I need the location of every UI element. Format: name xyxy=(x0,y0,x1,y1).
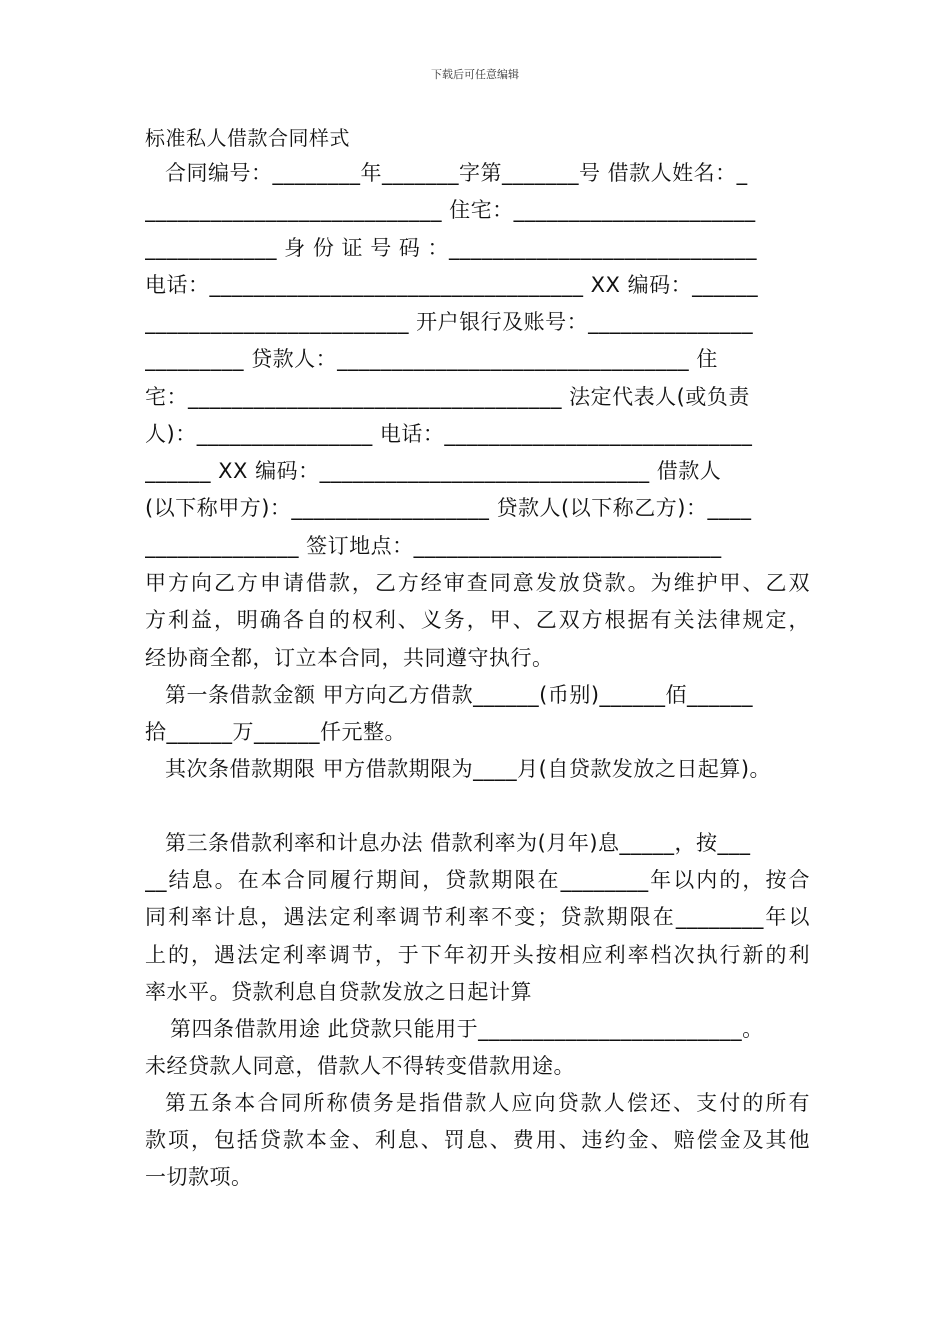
text-line: 电话：__________________________________ XX 编码：______ xyxy=(145,273,759,297)
text-line: _________ 贷款人：________________________________ 住 xyxy=(145,347,718,371)
header-note: 下载后可任意编辑 xyxy=(431,68,519,81)
text-line: ______________ 签订地点：____________________________ xyxy=(145,534,722,558)
document-title: 标准私人借款合同样式 xyxy=(145,126,350,150)
text-line: 合同编号：________年_______字第_______号 借款人姓名：_ xyxy=(165,161,748,185)
text-line: 款项，包括贷款本金、利息、罚息、费用、违约金、赔偿金及其他 xyxy=(145,1128,810,1152)
article-3: 第三条借款利率和计息办法 借款利率为(月年)息_____，按___ xyxy=(165,831,751,855)
text-line: 方利益，明确各自的权利、义务，甲、乙双方根据有关法律规定， xyxy=(145,608,810,632)
text-line: 上的，遇法定利率调节，于下年初开头按相应利率档次执行新的利 xyxy=(145,943,810,967)
text-line: 拾______万______仟元整。 xyxy=(145,720,406,744)
text-line: 经协商全都，订立本合同，共同遵守执行。 xyxy=(145,646,554,670)
article-1: 第一条借款金额 甲方向乙方借款______(币别)______佰______ xyxy=(165,683,754,707)
article-4: 第四条借款用途 此贷款只能用于________________________。 xyxy=(170,1017,764,1041)
article-2: 其次条借款期限 甲方借款期限为____月(自贷款发放之日起算)。 xyxy=(165,757,772,781)
text-line: 人)：________________ 电话：____________________________ xyxy=(145,422,753,446)
text-line: ____________ 身 份 证 号 码 ：____________________________ xyxy=(145,236,758,260)
text-line: ______ XX 编码：______________________________ 借款人 xyxy=(145,459,722,483)
text-line: (以下称甲方)：__________________ 贷款人(以下称乙方)：____ xyxy=(145,496,752,520)
article-5: 第五条本合同所称债务是指借款人应向贷款人偿还、支付的所有 xyxy=(165,1091,810,1115)
text-line: 一切款项。 xyxy=(145,1165,253,1189)
text-line: ________________________ 开户银行及账号：_______________ xyxy=(145,310,754,334)
text-line: 未经贷款人同意，借款人不得转变借款用途。 xyxy=(145,1054,575,1078)
text-line: ___________________________ 住宅：______________________ xyxy=(145,198,756,222)
text-line: 同利率计息，遇法定利率调节利率不变；贷款期限在________年以 xyxy=(145,905,810,929)
text-line: 宅：__________________________________ 法定代表人(或负责 xyxy=(145,385,750,409)
text-line: __结息。在本合同履行期间，贷款期限在________年以内的，按合 xyxy=(145,868,810,892)
text-line: 率水平。贷款利息自贷款发放之日起计算 xyxy=(145,980,532,1004)
text-line: 甲方向乙方申请借款，乙方经审查同意发放贷款。为维护甲、乙双 xyxy=(145,571,810,595)
